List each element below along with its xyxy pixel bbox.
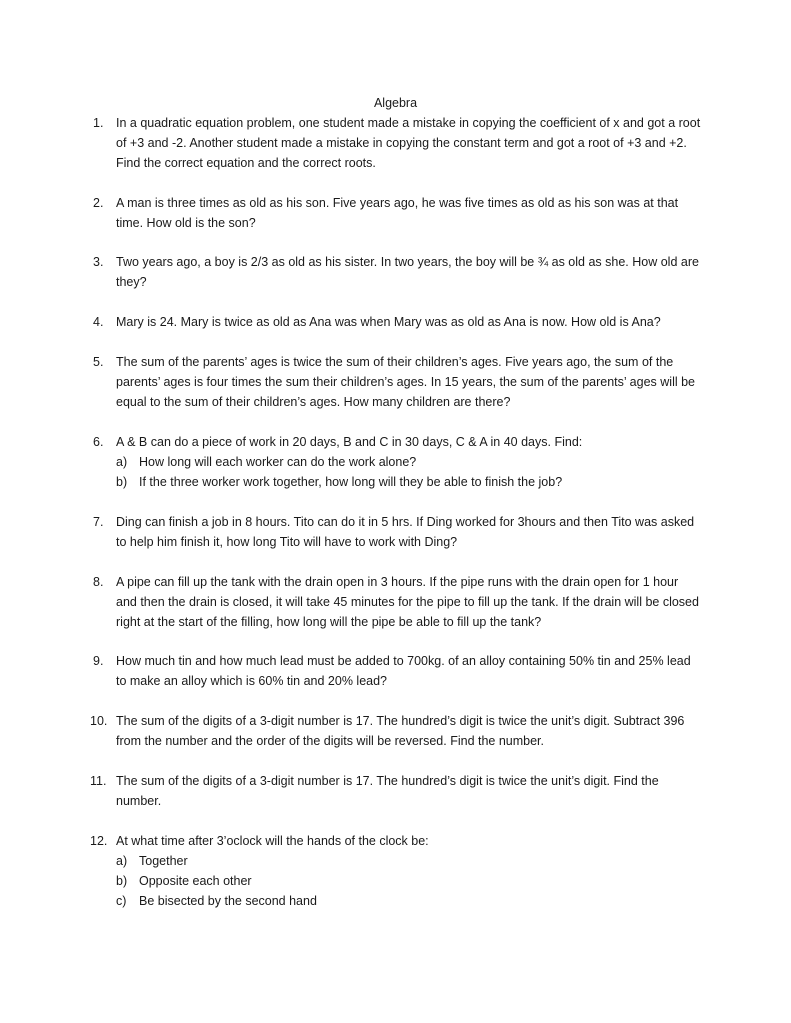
question-number: 10. xyxy=(90,714,108,728)
sub-question xyxy=(116,472,703,492)
question-number: 8. xyxy=(93,575,104,589)
question-item xyxy=(93,572,703,632)
question-number: 6. xyxy=(93,435,104,449)
question-item xyxy=(93,651,703,691)
question-text: Ding can finish a job in 8 hours. Tito can do it in 5 hrs. If Ding worked for 3hours and then Tito was asked to help him finish it, how long Tito will have to work with Ding? xyxy=(116,515,695,549)
sub-question-text: Opposite each other xyxy=(139,874,252,888)
question-number: 9. xyxy=(93,654,104,668)
question-item xyxy=(90,771,703,811)
question-number: 5. xyxy=(93,355,104,369)
sub-question-letter: c) xyxy=(116,894,127,908)
sub-question-text: If the three worker work together, how long will they be able to finish the job? xyxy=(139,475,563,489)
question-item xyxy=(93,352,703,412)
question-text: Mary is 24. Mary is twice as old as Ana was when Mary was as old as Ana is now. How old is Ana? xyxy=(116,315,661,329)
sub-question xyxy=(116,891,703,911)
sub-question xyxy=(116,851,703,871)
question-item xyxy=(93,252,703,292)
question-text: In a quadratic equation problem, one student made a mistake in copying the coefficient of x and got a root of +3 and -2. Another student made a mistake in copying the constant term and got a root of +3 and +2. Find the correct equation and the correct roots. xyxy=(116,116,701,170)
sub-question-letter: b) xyxy=(116,475,128,489)
question-text: The sum of the parents’ ages is twice the sum of their children’s ages. Five years ago, the sum of the parents’ ages is four times the sum their children’s ages. In 15 years, the sum of the parents’ ages will be equal to the sum of their children’s ages. How many children are there? xyxy=(116,355,695,409)
question-text: A pipe can fill up the tank with the drain open in 3 hours. If the pipe runs with the drain open for 1 hour and then the drain is closed, it will take 45 minutes for the pipe to fill up the tank. If the drain will be closed right at the start of the filling, how long will the pipe be able to fill up the tank? xyxy=(116,575,699,629)
sub-question-text: How long will each worker can do the work alone? xyxy=(139,455,417,469)
sub-question xyxy=(116,452,703,472)
question-item xyxy=(93,512,703,552)
sub-question-text: Be bisected by the second hand xyxy=(139,894,317,908)
question-number: 4. xyxy=(93,315,104,329)
question-item xyxy=(93,432,703,492)
question-text: A man is three times as old as his son. Five years ago, he was five times as old as his son was at that time. How old is the son? xyxy=(116,196,679,230)
question-number: 7. xyxy=(93,515,104,529)
question-text: The sum of the digits of a 3-digit number is 17. The hundred’s digit is twice the unit’s digit. Find the number. xyxy=(116,774,659,808)
question-text: The sum of the digits of a 3-digit number is 17. The hundred’s digit is twice the unit’s digit. Subtract 396 from the number and the order of the digits will be reversed. Find the number. xyxy=(116,714,685,748)
question-item xyxy=(93,113,703,173)
sub-question-text: Together xyxy=(139,854,188,868)
page-title xyxy=(0,93,791,113)
question-text: A & B can do a piece of work in 20 days, B and C in 30 days, C & A in 40 days. Find: xyxy=(116,435,583,449)
question-item xyxy=(93,312,703,332)
question-text: How much tin and how much lead must be added to 700kg. of an alloy containing 50% tin and 25% lead to make an alloy which is 60% tin and 20% lead? xyxy=(116,654,691,688)
sub-question-letter: b) xyxy=(116,874,128,888)
question-text: At what time after 3’oclock will the hands of the clock be: xyxy=(116,834,429,848)
question-number: 2. xyxy=(93,196,104,210)
question-number: 1. xyxy=(93,116,104,130)
question-item xyxy=(90,711,703,751)
sub-question-letter: a) xyxy=(116,455,128,469)
question-text: Two years ago, a boy is 2/3 as old as his sister. In two years, the boy will be ¾ as old as she. How old are they? xyxy=(116,255,699,289)
question-number: 12. xyxy=(90,834,108,848)
sub-question xyxy=(116,871,703,891)
title-text: Algebra xyxy=(373,96,418,110)
question-number: 3. xyxy=(93,255,104,269)
sub-question-letter: a) xyxy=(116,854,128,868)
question-number: 11. xyxy=(90,774,107,788)
question-item xyxy=(93,193,703,233)
question-item xyxy=(90,831,703,911)
